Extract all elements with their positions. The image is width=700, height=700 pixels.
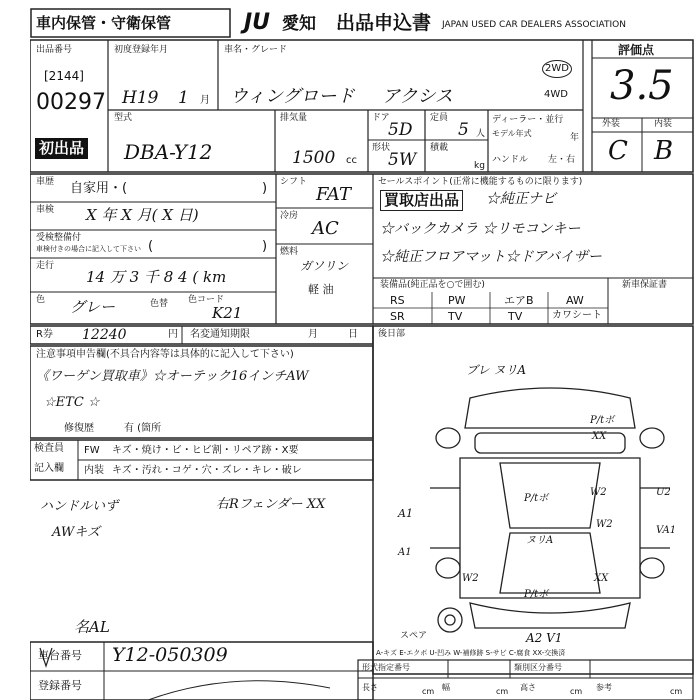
usage-label: 車歴	[36, 177, 55, 187]
mileage-label: 走行	[36, 261, 55, 271]
cert-ref-label: 参考	[596, 683, 612, 692]
sales-point-line-1: ☆純正ナビ	[486, 191, 556, 207]
repair-value: 有 (箇所	[124, 423, 162, 434]
color-code: K21	[212, 304, 243, 322]
equip-pw: PW	[448, 294, 466, 307]
chassis-label: 車台番号	[38, 649, 82, 662]
color-change-label: 色替	[150, 299, 169, 309]
usage-value: 自家用・(	[70, 181, 128, 196]
interior-label: 内装	[654, 119, 673, 129]
lot-label: 出品番号	[36, 45, 73, 55]
color-label: 色	[36, 295, 46, 305]
sales-point-line-2: ☆バックカメラ ☆リモコンキー	[380, 221, 581, 237]
reg-number-label: 登録番号	[38, 679, 82, 692]
ac-label: 冷房	[280, 211, 299, 221]
drive-4wd: 4WD	[544, 89, 568, 100]
model-year-unit: 年	[570, 133, 580, 143]
usage-close: )	[262, 181, 268, 196]
equip-aw: AW	[566, 294, 584, 307]
inspector-note-left-1: ハンドルいず	[40, 499, 119, 514]
load-label: 積載	[430, 143, 449, 153]
shaken-equip-label: 受検整備付	[36, 233, 82, 243]
buyer-badge: 買取店出品	[380, 190, 463, 211]
diagram-label-3: P/tボ	[524, 493, 549, 504]
diagram-label-11: P/tボ	[524, 589, 549, 600]
damage-legend: A-キズ E-エクボ U-凹み W-補修跡 S-サビ C-腐食 XX-交換済	[376, 649, 566, 657]
logo-org: 愛知	[282, 14, 316, 34]
exterior-grade: C	[608, 136, 628, 166]
cert-length-unit: cm	[422, 687, 435, 696]
registration-month-unit: 月	[200, 95, 210, 106]
dealer-label: ディーラー・並行	[492, 115, 564, 125]
registration-year: H19	[122, 88, 159, 108]
interior-grade: B	[654, 136, 674, 166]
mileage-value: 14 万 3 千 8 4 ( km	[86, 268, 227, 286]
recycle-value: 12240	[82, 327, 127, 343]
registration-month: 1	[178, 88, 189, 108]
recycle-label: R券	[36, 329, 53, 340]
diagram-label-6: W2	[596, 519, 613, 530]
capacity-label: 定員	[430, 113, 449, 123]
lot-number: 00297	[36, 90, 106, 115]
doors-value: 5D	[388, 120, 413, 140]
type-value: DBA-Y12	[124, 140, 213, 164]
equip-leather-seat: カワシート	[552, 310, 602, 321]
score-label: 評価点	[618, 43, 655, 57]
model-year-label: モデル年式	[492, 129, 532, 138]
lot-sub-number: [2144]	[44, 69, 84, 83]
recycle-unit: 円	[168, 329, 178, 340]
inspector-interior-label: 内装	[84, 465, 104, 476]
notes-line-1: 《ワーゲン買取車》☆オーテック16インチAW	[36, 369, 309, 384]
displacement-unit: cc	[346, 155, 357, 166]
diagram-label-2: XX	[592, 431, 607, 442]
inspector-note-left-2: AWキズ	[52, 525, 100, 540]
tax-day-unit: 日	[348, 329, 358, 340]
tax-label: 名変通知期限	[190, 329, 250, 340]
capacity-value: 5	[458, 120, 469, 140]
shaken-equip-close: )	[262, 239, 268, 254]
form-title: 出品申込書	[336, 12, 432, 34]
diagram-label-4: W2	[590, 487, 607, 498]
shaken-equip-paren: (	[148, 239, 154, 254]
diagram-top-note: ブレ ヌリA	[466, 363, 527, 377]
shift-label: シフト	[280, 177, 308, 187]
cert-type-label: 形式指定番号	[362, 663, 410, 672]
inspector-fw-label: FW	[84, 445, 100, 456]
diagram-label-10: XX	[594, 573, 609, 584]
logo-mark: JU	[244, 10, 271, 35]
inspector-label-2: 記入欄	[34, 463, 64, 474]
diagram-label-9: ヌリA	[526, 535, 554, 546]
ac-value: AC	[312, 218, 339, 239]
handle-label: ハンドル	[492, 155, 529, 165]
equip-rs: RS	[390, 294, 405, 307]
color-code-label: 色コード	[188, 295, 225, 305]
model-label: 車名・グレード	[224, 45, 288, 55]
color-value: グレー	[70, 298, 116, 316]
cert-length-label: 長さ	[362, 683, 378, 692]
inspector-interior-items: キズ・汚れ・コゲ・穴・ズレ・キレ・破レ	[112, 465, 302, 476]
diagram-title: 後日部	[378, 329, 406, 339]
capacity-unit: 人	[476, 129, 486, 139]
fuel-label: 燃料	[280, 247, 299, 257]
shape-value: 5W	[388, 150, 417, 170]
model-grade: アクシス	[382, 86, 453, 107]
inspector-note-right-1: 右Rフェンダー XX	[216, 497, 326, 512]
doors-label: ドア	[372, 113, 390, 123]
displacement-value: 1500	[292, 148, 336, 168]
auction-sheet	[30, 8, 700, 700]
chassis-number: Y12-050309	[112, 644, 228, 666]
shape-label: 形状	[372, 143, 391, 153]
cert-height-label: 高さ	[520, 683, 536, 692]
repair-label: 修復歴	[64, 423, 94, 434]
diagram-label-1: P/tボ	[590, 415, 615, 426]
load-unit: kg	[474, 161, 485, 171]
equip-tv-a: TV	[448, 310, 463, 323]
drive-2wd: 2WD	[542, 60, 572, 78]
equip-airbag: エアB	[504, 294, 534, 307]
inspector-fw-items: キズ・焼け・ビ・ヒビ割・リペア跡・X要	[112, 445, 299, 456]
diagram-label-13: A1	[398, 547, 412, 558]
shaken-equip-note: 車検付きの場合に記入して下さい	[36, 245, 141, 253]
registration-label: 初度登録年月	[114, 45, 169, 55]
handle-options: 左・右	[548, 155, 576, 165]
inspector-label-1: 検査員	[34, 443, 64, 454]
displacement-label: 排気量	[280, 113, 308, 123]
inspector-sign: 名AL	[74, 618, 110, 636]
fuel-value: ガソリン	[300, 259, 349, 273]
cert-height-unit: cm	[570, 687, 583, 696]
cert-width-label: 幅	[442, 683, 450, 692]
exterior-label: 外装	[602, 119, 621, 129]
equipment-label: 装備品(純正品を○で囲む)	[380, 280, 485, 290]
notes-line-2: ☆ETC ☆	[44, 395, 100, 410]
sales-point-line-3: ☆純正フロアマット☆ドアバイザー	[380, 249, 602, 265]
cert-class-label: 類別区分番号	[514, 663, 562, 672]
sales-points-label: セールスポイント(正常に機能するものに限ります)	[378, 177, 583, 187]
type-label: 型式	[114, 113, 133, 123]
model-name: ウィングロード	[230, 86, 355, 107]
first-listing-badge: 初出品	[35, 138, 88, 159]
diagram-bottom-note: A2 V1	[526, 631, 563, 645]
cert-ref-unit: cm	[670, 687, 683, 696]
diagram-label-5: U2	[656, 487, 671, 498]
diagram-label-12: W2	[462, 573, 479, 584]
shift-value: FAT	[316, 184, 351, 205]
shaken-value: X 年 X 月( X 日)	[86, 206, 199, 224]
equip-sr: SR	[390, 310, 405, 323]
tax-month-unit: 月	[308, 329, 318, 340]
notes-label: 注意事項申告欄(不具合内容等は具体的に記入して下さい)	[36, 349, 294, 360]
new-car-warranty-label: 新車保証書	[622, 280, 668, 290]
storage-label: 車内保管・守衛保管	[36, 14, 172, 32]
form-subtitle: JAPAN USED CAR DEALERS ASSOCIATION	[442, 20, 626, 30]
score-value: 3.5	[610, 63, 674, 109]
shaken-label: 車検	[36, 205, 55, 215]
spare-label: スペア	[400, 631, 428, 641]
fuel-diesel: 軽 油	[308, 283, 334, 296]
equip-tv-b: TV	[508, 310, 523, 323]
diagram-label-7: VA1	[656, 525, 677, 536]
cert-width-unit: cm	[496, 687, 509, 696]
diagram-label-8: A1	[398, 507, 413, 520]
